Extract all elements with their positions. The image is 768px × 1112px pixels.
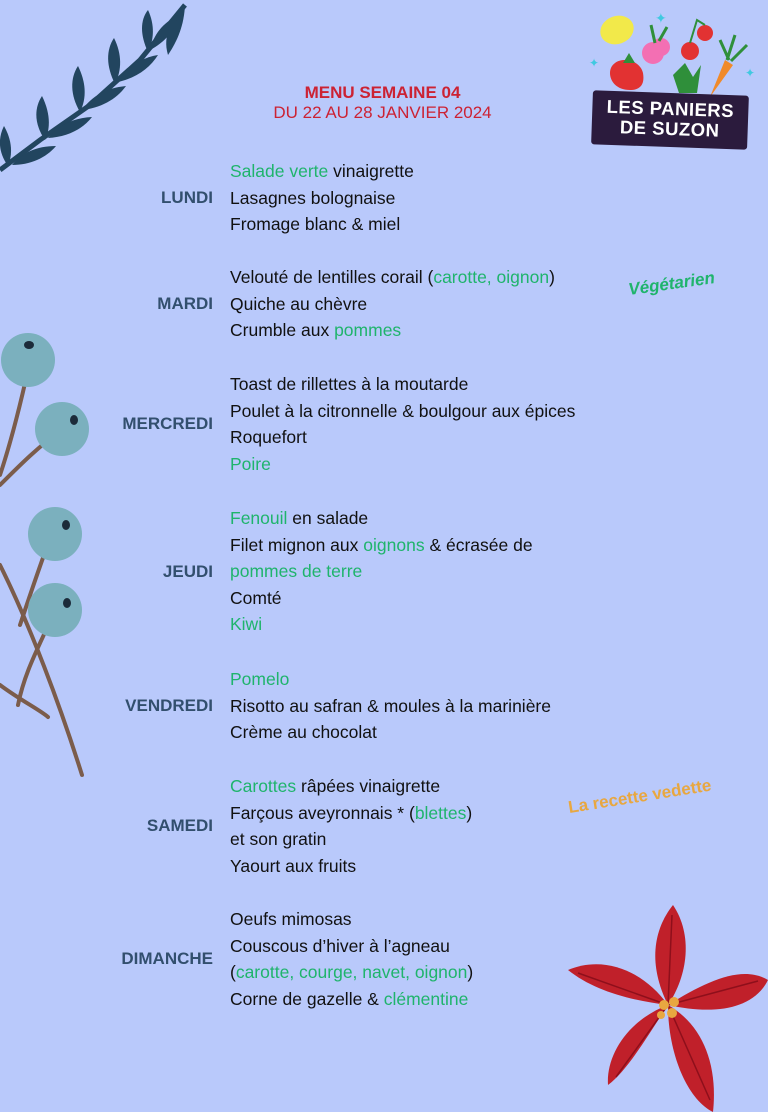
dish-text: & écrasée de — [424, 534, 533, 555]
seasonal-ingredient: Pomelo — [230, 669, 290, 689]
day-label-mercredi: MERCREDI — [122, 414, 213, 434]
dish-line — [230, 611, 533, 638]
seasonal-ingredient: pommes — [334, 320, 402, 341]
dish-text: Toast de rillettes à la moutarde — [230, 374, 469, 394]
dish-text: Filet mignon aux — [230, 534, 364, 555]
dish-line — [230, 986, 473, 1013]
dish-line — [230, 719, 551, 746]
brand-line-2: DE SUZON — [619, 116, 720, 141]
dish-text: Crumble aux — [230, 320, 335, 341]
dish-text: en salade — [287, 508, 369, 528]
dish-text: Fromage blanc & miel — [230, 214, 401, 235]
dish-line — [230, 158, 414, 185]
day-dishes-mercredi — [230, 371, 575, 477]
day-dishes-vendredi — [230, 666, 551, 746]
day-label-vendredi: VENDREDI — [125, 695, 213, 715]
dish-line — [230, 853, 472, 880]
seasonal-ingredient: carotte, oignon — [433, 267, 550, 287]
menu-header — [0, 82, 768, 123]
dish-line — [230, 317, 555, 344]
dish-text: ( — [230, 962, 236, 983]
seasonal-ingredient: Poire — [230, 453, 271, 474]
dish-text: Roquefort — [230, 427, 307, 448]
dish-line — [230, 959, 473, 986]
vegetarian-tag: Végétarien — [627, 268, 716, 300]
dish-line — [230, 505, 533, 532]
seasonal-ingredient: carotte, courge, navet, oignon — [235, 962, 468, 983]
dish-line — [230, 773, 472, 800]
dish-line — [230, 424, 575, 451]
dish-text: Velouté de lentilles corail ( — [230, 267, 434, 287]
dish-text: ) — [549, 267, 555, 287]
dish-text: Lasagnes bolognaise — [230, 187, 396, 208]
berry-branch-icon — [0, 325, 110, 785]
date-range: DU 22 AU 28 JANVIER 2024 — [273, 103, 492, 122]
dish-text: et son gratin — [230, 829, 327, 850]
svg-text:✦: ✦ — [745, 66, 756, 80]
seasonal-ingredient: clémentine — [383, 988, 469, 1009]
seasonal-ingredient: oignons — [363, 534, 425, 555]
dish-line — [230, 585, 533, 612]
dish-line — [230, 800, 472, 827]
day-dishes-samedi — [230, 773, 472, 879]
seasonal-ingredient: pommes de terre — [230, 561, 363, 582]
day-label-dimanche: DIMANCHE — [121, 949, 213, 969]
dish-line — [230, 558, 533, 585]
dish-line — [230, 211, 414, 238]
seasonal-ingredient: Carottes — [230, 776, 297, 796]
day-label-mardi: MARDI — [157, 293, 213, 313]
day-label-jeudi: JEUDI — [162, 561, 213, 581]
dish-text: Couscous d’hiver à l’agneau — [230, 935, 450, 956]
day-dishes-mardi — [230, 264, 555, 344]
seasonal-ingredient: blettes — [414, 802, 467, 823]
dish-line — [230, 666, 551, 693]
dish-line — [230, 693, 551, 720]
dish-line — [230, 371, 575, 398]
brand-line-1: LES PANIERS — [606, 95, 735, 122]
poinsettia-icon — [568, 905, 768, 1112]
dish-line — [230, 532, 533, 559]
dish-text: ) — [467, 962, 474, 983]
dish-text: Crème au chocolat — [230, 722, 377, 743]
svg-text:✦: ✦ — [655, 11, 667, 27]
dish-line — [230, 906, 473, 933]
day-label-samedi: SAMEDI — [146, 816, 213, 836]
dish-line — [230, 826, 472, 853]
dish-text: Poulet à la citronnelle & boulgour aux épices — [230, 400, 576, 421]
dish-line — [230, 185, 414, 212]
day-dishes-jeudi — [230, 505, 533, 638]
day-dishes-dimanche — [230, 906, 473, 1012]
day-dishes-lundi — [230, 158, 414, 238]
day-label-lundi: LUNDI — [161, 187, 213, 207]
dish-line — [230, 291, 555, 318]
seasonal-ingredient: Salade verte — [230, 161, 329, 181]
dish-line — [230, 451, 575, 478]
page-title: MENU SEMAINE 04 — [304, 83, 461, 102]
dish-text: Oeufs mimosas — [230, 909, 352, 929]
dish-text: Comté — [230, 587, 282, 608]
dish-text: Farçous aveyronnais * ( — [230, 802, 415, 823]
seasonal-ingredient: Fenouil — [230, 508, 288, 528]
dish-line — [230, 398, 575, 425]
featured-recipe-tag: La recette vedette — [566, 775, 713, 818]
dish-text: vinaigrette — [328, 161, 414, 181]
dish-text: Yaourt aux fruits — [230, 855, 357, 876]
dish-text: râpées vinaigrette — [296, 776, 441, 796]
seasonal-ingredient: Kiwi — [230, 614, 263, 635]
svg-text:✦: ✦ — [589, 56, 600, 70]
dish-text: Risotto au safran & moules à la marinière — [230, 695, 551, 716]
dish-text: ) — [466, 802, 473, 823]
dish-line — [230, 933, 473, 960]
dish-text: Quiche au chèvre — [230, 293, 368, 314]
dish-text: Corne de gazelle & — [230, 988, 384, 1009]
dish-line — [230, 264, 555, 291]
